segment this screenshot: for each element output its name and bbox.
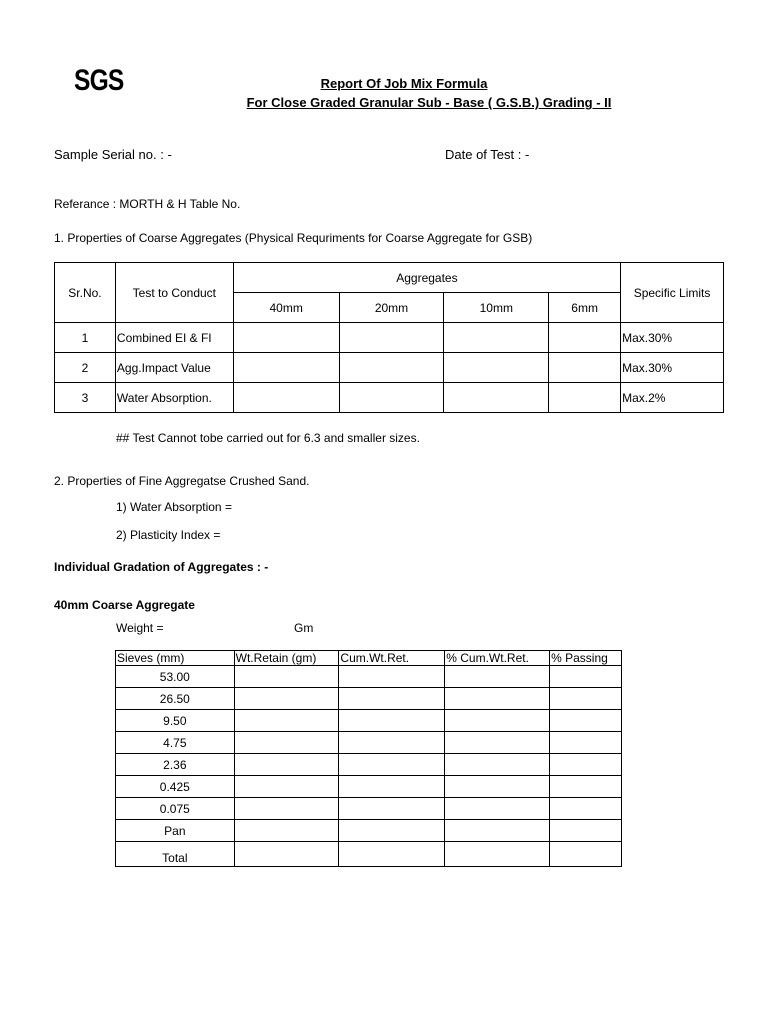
cell-20mm (339, 353, 444, 383)
cell (550, 754, 622, 776)
header-pct-passing: % Passing (550, 651, 622, 666)
cell-20mm (339, 383, 444, 413)
sample-serial-label: Sample Serial no. : - (54, 147, 172, 162)
note-text: ## Test Cannot tobe carried out for 6.3 and smaller sizes. (116, 431, 420, 445)
header-cum-wt-ret: Cum.Wt.Ret. (339, 651, 445, 666)
sieve-size: Pan (116, 820, 235, 842)
weight-unit: Gm (294, 621, 314, 635)
cell-40mm (233, 353, 339, 383)
cell-sr: 3 (55, 383, 116, 413)
cell (234, 798, 339, 820)
cell (339, 710, 445, 732)
table-row (116, 710, 622, 732)
sieve-size: 26.50 (116, 688, 235, 710)
report-title: Report Of Job Mix Formula (320, 76, 488, 91)
sieve-size: 4.75 (116, 732, 235, 754)
sieve-size: 9.50 (116, 710, 235, 732)
table-row (116, 776, 622, 798)
weight-label: Weight = (116, 621, 164, 635)
table-row (116, 754, 622, 776)
header-size-20mm: 20mm (339, 293, 444, 323)
cell-limit: Max.2% (621, 383, 724, 413)
sieve-size: 2.36 (116, 754, 235, 776)
cell-sr: 2 (55, 353, 116, 383)
cell-6mm (549, 383, 621, 413)
header-pct-cum-wt-ret: % Cum.Wt.Ret. (445, 651, 550, 666)
cell (445, 688, 550, 710)
cell (550, 710, 622, 732)
cell-10mm (444, 323, 549, 353)
cell (445, 798, 550, 820)
table-row (116, 798, 622, 820)
table-row (55, 383, 724, 413)
date-of-test-label: Date of Test : - (445, 147, 530, 162)
header-test-to-conduct: Test to Conduct (115, 263, 233, 323)
cell (550, 842, 622, 867)
coarse-aggregate-table (54, 262, 724, 413)
cell (445, 820, 550, 842)
cell (550, 666, 622, 688)
table-row (116, 842, 622, 867)
reference-label: Referance : MORTH & H Table No. (54, 197, 241, 211)
cell (445, 732, 550, 754)
cell (234, 820, 339, 842)
sieve-size: 53.00 (116, 666, 235, 688)
cell (339, 688, 445, 710)
table-row (116, 732, 622, 754)
cell (339, 798, 445, 820)
cell (234, 666, 339, 688)
cell (339, 842, 445, 867)
header-sieves: Sieves (mm) (116, 651, 235, 666)
cell (234, 776, 339, 798)
cell-10mm (444, 383, 549, 413)
cell (445, 710, 550, 732)
cell-sr: 1 (55, 323, 116, 353)
cell-10mm (444, 353, 549, 383)
sieve-size: 0.425 (116, 776, 235, 798)
cell (445, 666, 550, 688)
table-row (116, 820, 622, 842)
cell (339, 776, 445, 798)
header-size-6mm: 6mm (549, 293, 621, 323)
cell (234, 732, 339, 754)
cell (550, 798, 622, 820)
cell (339, 666, 445, 688)
sieve-size: Total (116, 842, 235, 867)
report-subtitle: For Close Graded Granular Sub - Base ( G.S.B.) Grading - II (246, 95, 612, 110)
sgs-logo: SGS (74, 64, 124, 97)
header-wt-retain: Wt.Retain (gm) (234, 651, 339, 666)
table-row (55, 353, 724, 383)
gradation-heading: Individual Gradation of Aggregates : - (54, 560, 269, 574)
cell (550, 732, 622, 754)
header-sr-no: Sr.No. (55, 263, 116, 323)
cell (339, 820, 445, 842)
cell (234, 842, 339, 867)
plasticity-index-label: 2) Plasticity Index = (116, 528, 221, 542)
table-row (116, 688, 622, 710)
cell-limit: Max.30% (621, 353, 724, 383)
water-absorption-label: 1) Water Absorption = (116, 500, 232, 514)
cell-limit: Max.30% (621, 323, 724, 353)
cell (234, 688, 339, 710)
cell (339, 732, 445, 754)
cell-40mm (233, 323, 339, 353)
table-row (116, 666, 622, 688)
section1-heading: 1. Properties of Coarse Aggregates (Physical Requriments for Coarse Aggregate for GSB) (54, 231, 533, 245)
table-row (55, 323, 724, 353)
gradation-table (115, 650, 622, 867)
sieve-size: 0.075 (116, 798, 235, 820)
header-size-40mm: 40mm (233, 293, 339, 323)
cell-20mm (339, 323, 444, 353)
cell (550, 820, 622, 842)
coarse-40mm-heading: 40mm Coarse Aggregate (54, 598, 195, 612)
cell (550, 776, 622, 798)
cell (550, 688, 622, 710)
cell (339, 754, 445, 776)
cell (234, 754, 339, 776)
cell-6mm (549, 323, 621, 353)
cell-6mm (549, 353, 621, 383)
cell (234, 710, 339, 732)
header-size-10mm: 10mm (444, 293, 549, 323)
header-specific-limits: Specific Limits (621, 263, 724, 323)
cell (445, 776, 550, 798)
cell-test: Water Absorption. (115, 383, 233, 413)
cell-test: Combined EI & FI (115, 323, 233, 353)
section2-heading: 2. Properties of Fine Aggregatse Crushed Sand. (54, 474, 310, 488)
cell-test: Agg.Impact Value (115, 353, 233, 383)
cell-40mm (233, 383, 339, 413)
cell (445, 842, 550, 867)
cell (445, 754, 550, 776)
header-aggregates: Aggregates (233, 263, 620, 293)
